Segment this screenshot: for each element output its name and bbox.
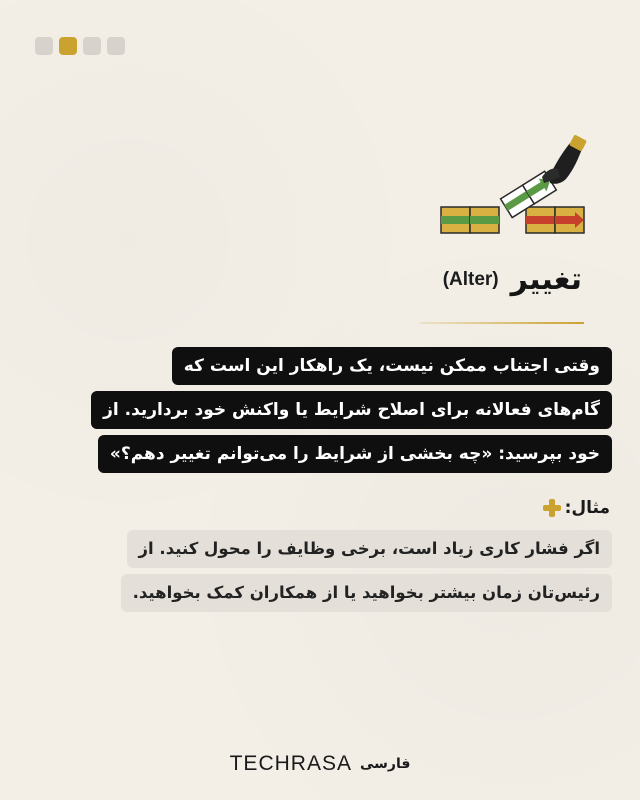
pagination-dot[interactable]	[107, 37, 125, 55]
paragraph-line: خود بپرسید: «چه بخشی از شرایط را می‌توانم تغییر دهم؟»	[98, 435, 612, 473]
example-line: رئیس‌تان زمان بیشتر بخواهید یا از همکاران کمک بخواهید.	[121, 574, 612, 612]
example-label-text: مثال:	[564, 498, 610, 518]
hand-swapping-blocks-icon	[438, 135, 588, 240]
highlighted-paragraph	[91, 347, 612, 473]
example-paragraph	[121, 530, 612, 612]
paragraph-line: وقتی اجتناب ممکن نیست، یک راهکار این است که	[172, 347, 612, 385]
title-main: تغییر	[510, 262, 582, 297]
brand-logo	[0, 752, 640, 776]
section-title	[443, 262, 582, 297]
example-line: اگر فشار کاری زیاد است، برخی وظایف را محول کنید. از	[127, 530, 612, 568]
pagination-dot[interactable]	[35, 37, 53, 55]
plus-icon	[543, 499, 561, 517]
hand	[542, 135, 587, 184]
title-sub: (Alter)	[442, 268, 499, 290]
example-label	[543, 498, 610, 518]
left-blocks	[441, 207, 499, 233]
brand-suffix: فارسی	[359, 756, 411, 772]
pagination-dot-active[interactable]	[59, 37, 77, 55]
right-blocks	[526, 207, 584, 233]
paragraph-line: گام‌های فعالانه برای اصلاح شرایط یا واکنش خود بردارید. از	[91, 391, 612, 429]
title-divider	[420, 322, 584, 324]
pagination-dots	[35, 37, 125, 55]
pagination-dot[interactable]	[83, 37, 101, 55]
brand-name: TECHRASA	[229, 752, 352, 775]
